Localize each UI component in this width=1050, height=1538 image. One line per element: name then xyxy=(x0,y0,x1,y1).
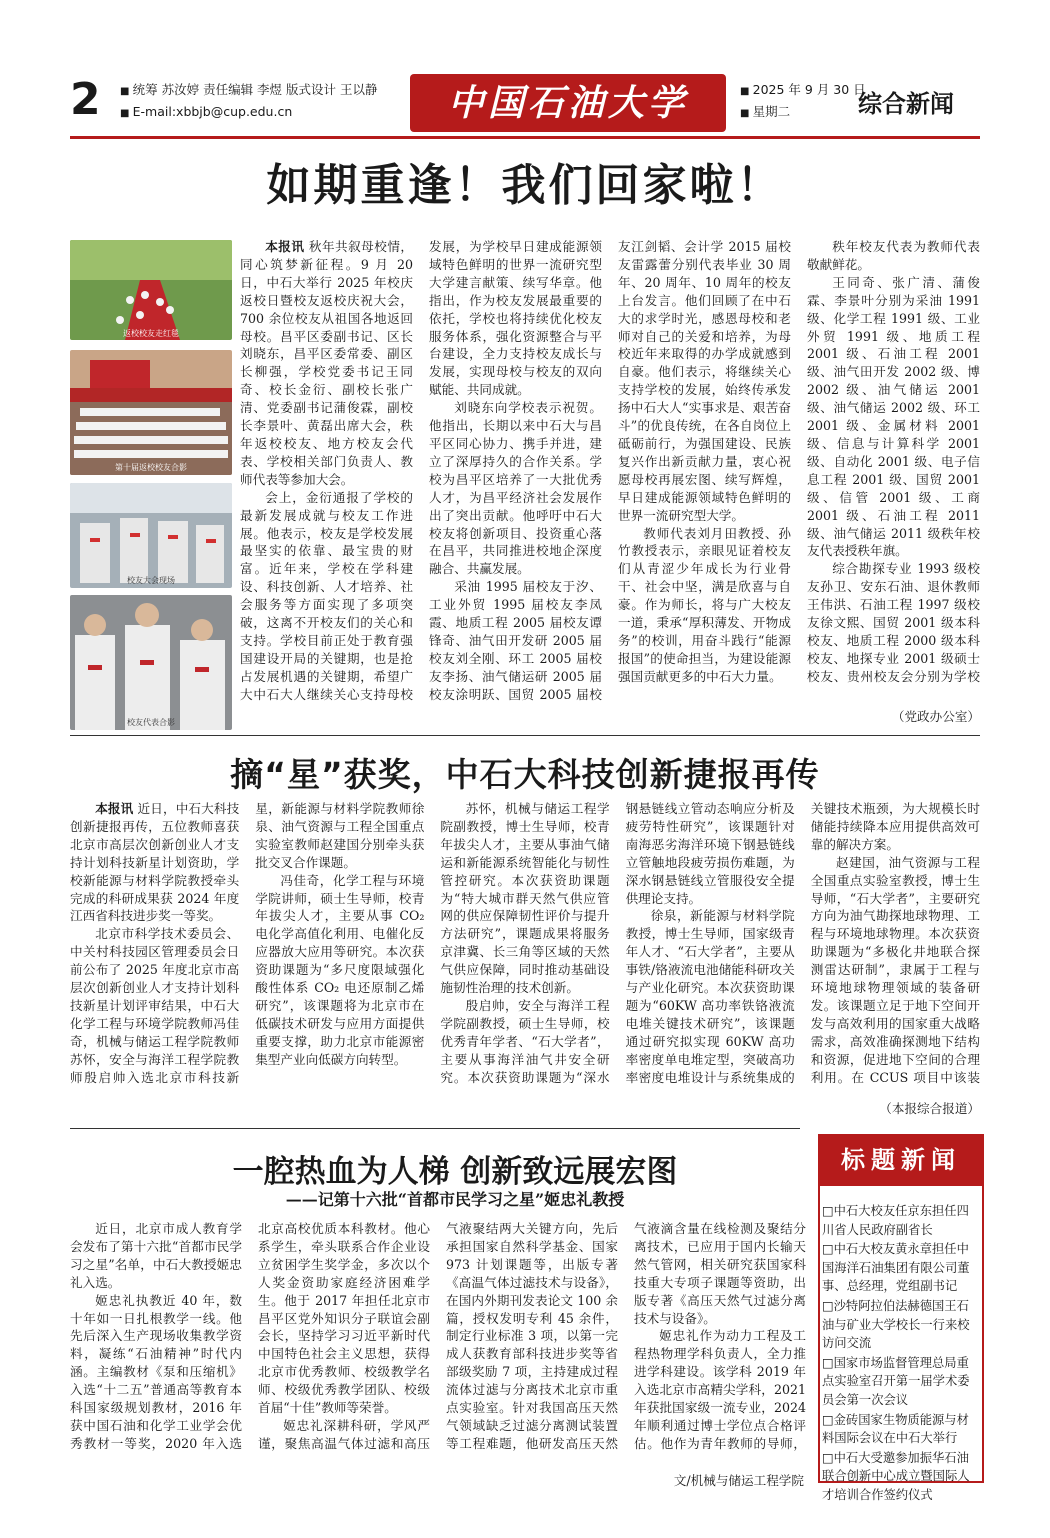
headline-news-item[interactable]: □ 中石大受邀参加振华石油联合创新中心成立暨国际人才培训合作签约仪式 xyxy=(822,1449,980,1505)
headline-news-list xyxy=(822,1202,980,1506)
article1-headline: 如期重逢！我们回家啦！ xyxy=(266,160,784,211)
photo-red-carpet-caption: 返校校友走红毯 xyxy=(123,329,179,338)
article1-paragraph: 秩年校友代表为教师代表敬献鲜花。 xyxy=(807,239,980,272)
newspaper-logo: 中国石油大学 xyxy=(410,74,726,132)
article2-signature: （本报综合报道） xyxy=(879,1101,980,1116)
section-title: 综合新闻 xyxy=(858,90,954,118)
page-number: 2 xyxy=(70,74,101,125)
headline-news-item[interactable]: □ 中石大校友黄永章担任中国海洋石油集团有限公司董事、总经理，党组副书记 xyxy=(822,1240,980,1296)
article1-paragraph: 王同奇、张广清、蒲俊霖、李景叶分别为采油 1991 级、化学工程 1991 级、工业外贸 1991 级、地质工程 2001 级、石油工程 2001 级、油气田开发 2002 级、博 2002 级、油气储运 2001 级、油气储运 2002 级、环工 2001 级、金属材料 2001 级、信息与计算科学 2001 级、自动化 2001 级、电子信息工程 2001 级、国贸 2001 级、信管 2001 级、工商 2001 级、石油工程 2011 级、油气储运 2011 级秩年校友代表授秩年旗。 xyxy=(807,274,980,559)
article3-subheadline: ——记第十六批“首都市民学习之星”姬忠礼教授 xyxy=(285,1190,625,1209)
article3-paragraph: 近日，北京市成人教育学会发布了第十六批“首都市民学习之星”名单，中石大教授姬忠礼入选。 xyxy=(70,1221,242,1290)
photo-group-photo-caption: 第十届返校校友合影 xyxy=(115,463,187,472)
photo-alumni-delegates-image xyxy=(70,595,232,730)
article1-signature: （党政办公室） xyxy=(891,709,980,724)
article1-lead: 本报讯 xyxy=(265,239,305,254)
article2-headline: 摘“星”获奖，中石大科技创新捷报再传 xyxy=(230,755,820,794)
article1-paragraph-text: 秋年共叙母校情，同心筑梦新征程。9 月 20 日，中石大举行 2025 年校庆返校日暨校友返校庆祝大会，700 余位校友从祖国各地返回母校。昌平区委副书记、区长刘晓东，昌平区委常委、副区长柳强，学校党委书记王同奇、校长金衍、副校长张广清、党委副书记蒲俊霖，副校长李景叶、黄磊出席大会，秩年返校校友、地方校友会代表、学校相关部门负责人、教师代表等参加大会。 xyxy=(240,239,413,487)
article3-body xyxy=(70,1220,806,1470)
photo-alumni-delegates xyxy=(70,595,232,730)
article1-paragraph: 采油 1995 届校友于汐、工业外贸 1995 届校友李凤霞、地质工程 2005 届校友谭锋奇、油气田开发研 2005 届校友刘全刚、环工 2005 届校友李扬、油气储运研 2005 届校友涂明跃、国贸 2005 届校友江剑韬、会计学 2015 届校友雷露蕾分别代表毕业 30 周年、20 周年、10 周年的校友上台发言。他们回顾了在中石大的求学时光，感恩母校和老师对自己的关爱和培养，为母校近年来取得的办学成就感到自豪。他们表示，将继续关心支持学校的发展，始终传承发扬中石大人“实事求是、艰苦奋斗”的优良传统，在各自岗位上砥砺前行，为强国建设、民族复兴作出新贡献力量，衷心祝愿母校再展宏图、续写辉煌，早日建成能源领域特色鲜明的世界一流研究型大学。 xyxy=(429,239,791,702)
photo-assembly xyxy=(70,483,232,588)
article1-paragraph: 会上，金衍通报了学校的最新发展成就与校友工作进展。他表示，校友是学校发展最坚实的依靠、最宝贵的财富。近年来，学校在学科建设、科技创新、人才培养、社会服务等方面实现了多项突破，这离不开校友们的关心和支持。学校目前正处于教育强国建设开局的关键期，也是抢占发展机遇的关键期，希望广大中石大人继续关心支持母校发展，为学校早日建成能源领域特色鲜明的世界一流研究型大学建言献策、续写华章。他指出，作为校友发展最重要的依托，学校也将持续优化校友服务体系，强化资源整合与平台建设，全力支持校友成长与发展，实现母校与校友的双向赋能、共同成就。 xyxy=(240,239,602,702)
photo-group-photo-image xyxy=(70,350,232,475)
email-line: ■ E-mail:xbbjb@cup.edu.cn xyxy=(120,102,378,124)
article1-paragraph: 综合勘探专业 1993 级校友孙卫、安东石油、退休教师王伟洪、石油工程 1997 级校友徐文熙、国贸 2001 级本科校友、地质工程 2000 级本科校友、地探专业 2001 级硕士校友、贵州校友会分别为学校 xyxy=(807,561,980,684)
headline-news-title: 标题新闻 xyxy=(818,1134,984,1186)
article2-paragraph: 苏怀，机械与储运工程学院副教授，博士生导师，校青年拔尖人才，主要从事油气储运和新能源系统智能化与韧性管控研究。本次获资助课题为“特大城市群天然气供应管网的供应保障韧性评价与提升方法研究”，课题成果将服务京津冀、长三角等区域的天然气供应保障，同时推动基础设施韧性治理的技术创新。 xyxy=(440,801,610,996)
date-block xyxy=(740,80,866,124)
article2-paragraph: 赵建国，油气资源与工程全国重点实验室教授，博士生导师，“石大学者”，主要研究方向为油气勘探地球物理、工程与环境地球物理。本次获资助课题为“多极化井地联合探测雷达研制”，隶属于工程与环境地球物理领域的装备研发。该课题立足于地下空间开发与高效利用的国家重大战略需求，高效准确探测地下结构和资源，促进地下空间的合理利用。在 CCUS 项目中该装 xyxy=(810,854,980,1085)
article3-paragraph: 姬忠礼执教近 40 年，数十年如一日扎根教学一线。他先后深入生产现场收集教学资料，凝练“石油精神”时代内涵。主编教材《泵和压缩机》入选“十二五”普通高等教育本科国家级规划教材，2016 年获中国石油和化学工业学会优秀教材一等奖，2020 年入选北京高校优质本科教材。他心系学生，牵头联系合作企业设立贫困学生奖学金，多次以个人奖金资助家庭经济困难学生。他于 2017 年担任北京市昌平区党外知识分子联谊会副会长，坚持学习习近平新时代中国特色社会主义思想，获得北京市优秀教师、校级教学名师、校级优秀教学团队、校级首届“十佳”教师等荣誉。 xyxy=(70,1221,430,1451)
headline-news-item[interactable]: □ 中石大校友任京东担任四川省人民政府副省长 xyxy=(822,1202,980,1239)
article1-body xyxy=(240,238,980,708)
photo-assembly-caption: 校友大会现场 xyxy=(127,576,175,585)
headline-news-item[interactable]: □ 金砖国家生物质能源与材料国际会议在中石大举行 xyxy=(822,1411,980,1448)
article1-paragraph xyxy=(240,238,413,489)
photo-alumni-delegates-caption: 校友代表合影 xyxy=(127,718,175,727)
headline-news-item[interactable]: □ 国家市场监督管理总局重点实验室召开第一届学术委员会第一次会议 xyxy=(822,1354,980,1410)
article1-paragraph: 刘晓东向学校表示祝贺。他指出，长期以来中石大与昌平区同心协力、携手并进，建立了深厚持久的合作关系。学校为昌平区培养了一大批优秀人才，为昌平经济社会发展作出了突出贡献。他呼吁中石大校友将创新项目、投资重心落在昌平，共同推进校地企深度融合、共赢发展。 xyxy=(429,400,602,577)
article3-paragraph: 姬忠礼深耕科研，学风严谨，聚焦高温气体过滤和高压气液聚结两大关键方向，先后承担国家自然科学基金、国家 973 计划课题等，出版专著《高温气体过滤技术与设备》，在国内外期刊发表论文 100 余篇，授权发明专利 45 余件，制定行业标准 3 项，以第一完成人获教育部科技进步奖等省部级奖励 7 项，主持建成过程流体过滤与分离技术北京市重点实验室。针对我国高压天然气领域缺乏过滤分离测试装置等工程难题，他研发高压天然气液滴含量在线检测及聚结分离技术，已应用于国内长输天然气管网，相关研究获国家科技重大专项子课题等资助，出版专著《高压天然气过滤分离技术与设备》。 xyxy=(258,1221,806,1451)
photo-assembly-image xyxy=(70,483,232,588)
divider-2 xyxy=(70,1128,800,1129)
article3-signature: 文/机械与储运工程学院 xyxy=(673,1473,804,1488)
article2-body xyxy=(70,800,980,1100)
article2-paragraph: 徐泉，新能源与材料学院教授，博士生导师，国家级青年人才、“石大学者”，主要从事铁/铬液流电池储能科研攻关与产业化研究。本次获资助课题为“60KW 高功率铁铬液流电堆关键技术研究”，该课题通过研究拟实现 60KW 高功率密度单电堆定型，突破高功率密度电堆设计与系统集成的关键技术瓶颈，为大规模长时储能持续降本应用提供高效可靠的解决方案。 xyxy=(625,801,980,1085)
article2-paragraph: 冯佳奇，化学工程与环境学院讲师，硕士生导师，校青年拔尖人才，主要从事 CO₂ 电化学高值化利用、电催化反应器放大应用等研究。本次获资助课题为“多尺度限域强化酸性体系 CO₂ 电还原制乙烯研究”，该课题将为北京市在低碳技术研发与应用方面提供重要支撑，助力北京市能源密集型产业向低碳方向转型。 xyxy=(255,872,425,1067)
article3-headline: 一腔热血为人梯 创新致远展宏图 xyxy=(232,1154,678,1190)
credits-line: ■ 统筹 苏汝婷 责任编辑 李煜 版式设计 王以静 xyxy=(120,80,378,102)
photo-red-carpet-image xyxy=(70,240,232,340)
photo-group-photo xyxy=(70,350,232,475)
divider-1 xyxy=(70,735,980,736)
article2-paragraph xyxy=(70,800,239,925)
article1-paragraph: 教师代表刘月田教授、孙竹教授表示，亲眼见证着校友们从青涩少年成长为行业骨干、社会中坚，满是欣喜与自豪。作为师长，将与广大校友一道，秉承“厚积薄发、开物成务”的校训，用奋斗践行“能源报国”的使命担当，为建设能源强国贡献更多的中石大力量。 xyxy=(618,525,791,684)
article2-lead: 本报讯 xyxy=(95,801,134,816)
article2-paragraph-text: 近日，中石大科技创新捷报再传，五位教师喜获北京市高层次创新创业人才支持计划科技新星计划资助，学校新能源与材料学院教授牵头完成的科研成果获 2024 年度江西省科技进步奖一等奖。 xyxy=(70,801,240,924)
issue-weekday: ■ 星期二 xyxy=(740,102,866,124)
article2-paragraph: 殷启帅，安全与海洋工程学院副教授，硕士生导师，校优秀青年学者、“石大学者”，主要从事海洋油气井安全研究。本次获资助课题为“深水钢悬链线立管动态响应分析及疲劳特性研究”，该课题针对南海恶劣海洋环境下钢悬链线立管触地段疲劳损伤难题，为深水钢悬链线立管服役安全提供理论支持。 xyxy=(440,801,795,1085)
article2-paragraph: 北京市科学技术委员会、中关村科技园区管理委员会日前公布了 2025 年度北京市高层次创新创业人才支持计划科技新星计划评审结果，中石大化学工程与环境学院教师冯佳奇，机械与储运工程学院教师苏怀，安全与海洋工程学院教师殷启帅入选北京市科技新星，新能源与材料学院教师徐泉、油气资源与工程全国重点实验室教师赵建国分别牵头获批交叉合作课题。 xyxy=(70,801,425,1085)
issue-date: ■ 2025 年 9 月 30 日 xyxy=(740,80,866,102)
credits xyxy=(120,80,378,124)
masthead-rule xyxy=(70,136,980,139)
article3-paragraph: 姬忠礼作为动力工程及工程热物理学科负责人，全力推进学科建设。该学科 2019 年入选北京市高精尖学科，2021 年获批国家级一流专业，2024 年顺利通过博士学位点合格评估。他作为青年教师的导师， xyxy=(634,1328,806,1451)
headline-news-item[interactable]: □ 沙特阿拉伯法赫德国王石油与矿业大学校长一行来校访问交流 xyxy=(822,1297,980,1353)
photo-red-carpet xyxy=(70,240,232,340)
